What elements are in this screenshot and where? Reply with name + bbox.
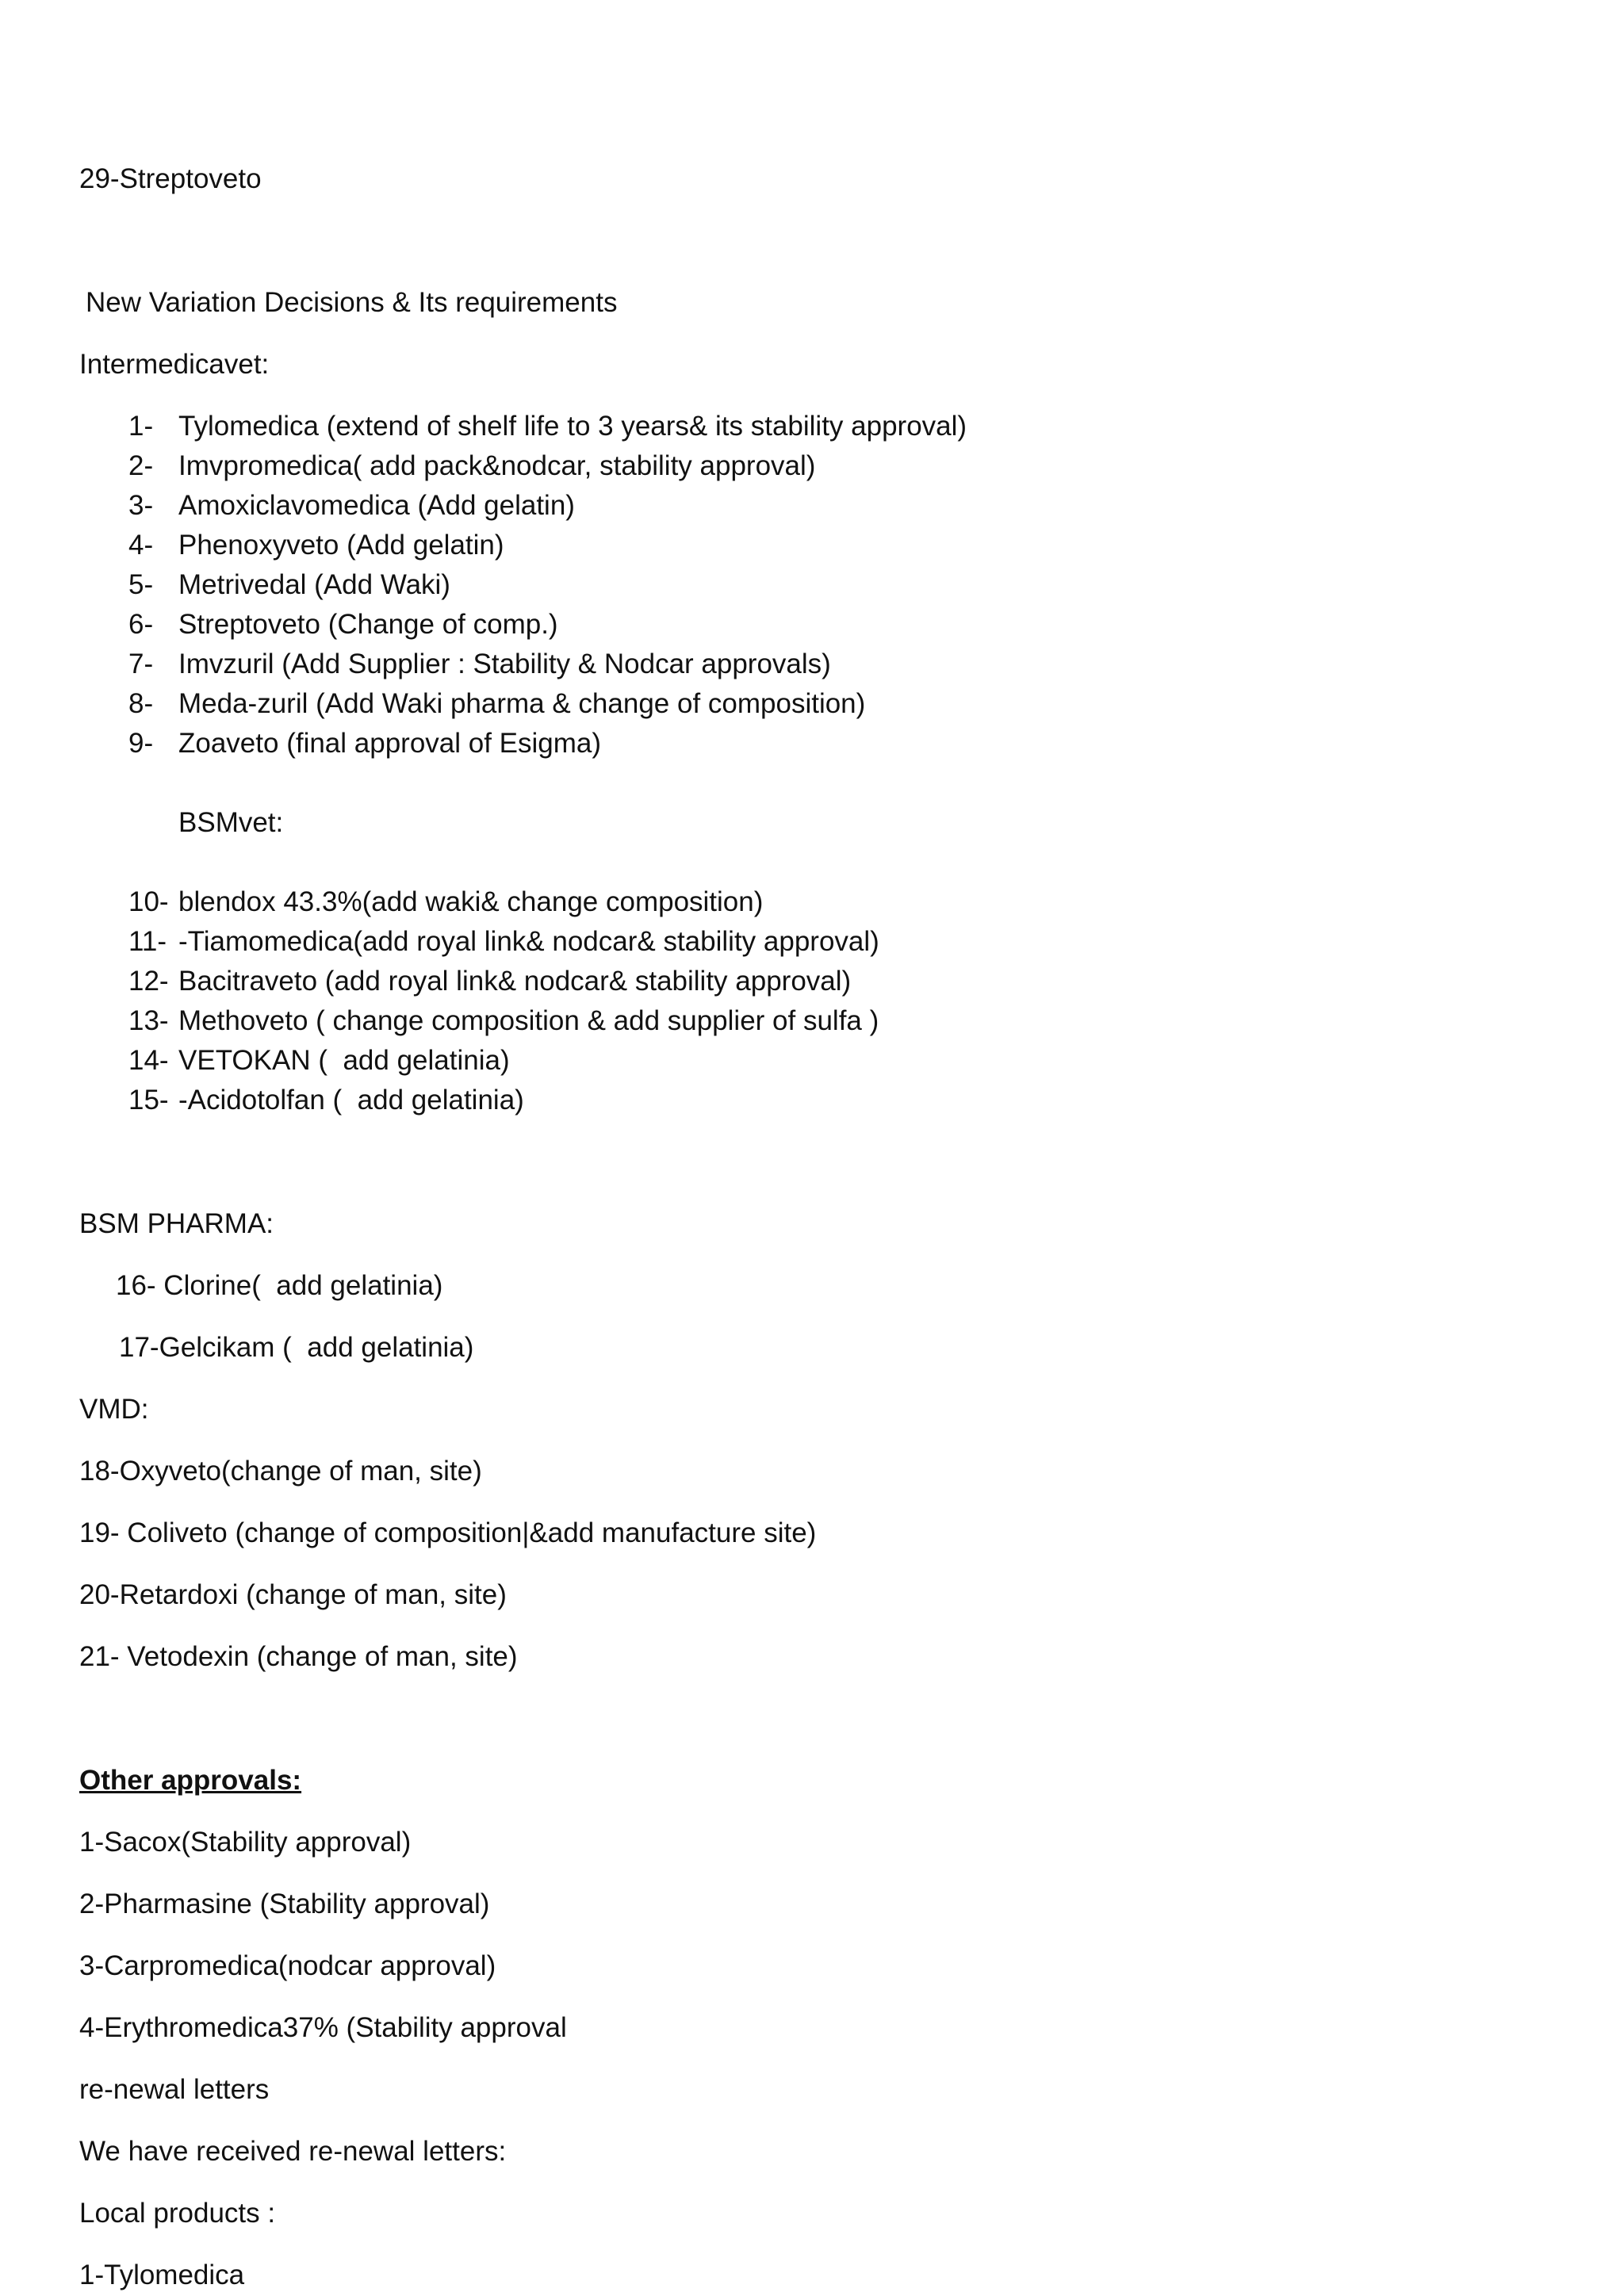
list-item-number: 4-: [128, 530, 154, 561]
list-item: Phenoxyveto (Add gelatin): [178, 530, 504, 561]
line-other-2: 2-Pharmasine (Stability approval): [79, 1888, 490, 1919]
line-other-3: 3-Carpromedica(nodcar approval): [79, 1950, 496, 1981]
line-29-streptoveto: 29-Streptoveto: [79, 163, 262, 194]
list-item-number: 15-: [128, 1085, 169, 1115]
list-item-number: 1-: [128, 411, 154, 442]
list-item-number: 14-: [128, 1045, 169, 1076]
line-17-gelcikam: 17-Gelcikam ( add gelatinia): [119, 1332, 474, 1363]
line-local-products: Local products :: [79, 2198, 276, 2229]
list-item-number: 8-: [128, 688, 154, 719]
line-16-clorine: 16- Clorine( add gelatinia): [116, 1270, 443, 1301]
list-item-number: 10-: [128, 886, 169, 917]
list-item: Tylomedica (extend of shelf life to 3 years& its stability approval): [178, 411, 967, 442]
list-item: blendox 43.3%(add waki& change composition): [178, 886, 764, 917]
list-item: Streptoveto (Change of comp.): [178, 609, 558, 640]
line-20-retardoxi: 20-Retardoxi (change of man, site): [79, 1579, 507, 1610]
list-item-number: 7-: [128, 649, 154, 679]
list-item: Zoaveto (final approval of Esigma): [178, 728, 602, 759]
list-item: -Tiamomedica(add royal link& nodcar& stability approval): [178, 926, 879, 957]
line-21-vetodexin: 21- Vetodexin (change of man, site): [79, 1641, 518, 1672]
line-other-4: 4-Erythromedica37% (Stability approval: [79, 2012, 567, 2043]
list-item: Meda-zuril (Add Waki pharma & change of composition): [178, 688, 866, 719]
line-18-oxyveto: 18-Oxyveto(change of man, site): [79, 1456, 482, 1487]
list-item: VETOKAN ( add gelatinia): [178, 1045, 510, 1076]
list-item-number: 13-: [128, 1005, 169, 1036]
list-item: Amoxiclavomedica (Add gelatin): [178, 490, 575, 521]
line-received-renewal: We have received re-newal letters:: [79, 2136, 507, 2167]
list-item-number: 11-: [128, 926, 167, 957]
list-item: Bacitraveto (add royal link& nodcar& stability approval): [178, 966, 852, 997]
company-bsmvet: BSMvet:: [178, 807, 284, 838]
list-item: Imvzuril (Add Supplier : Stability & Nodcar approvals): [178, 649, 831, 679]
list-item: Metrivedal (Add Waki): [178, 569, 450, 600]
company-intermedicavet: Intermedicavet:: [79, 349, 270, 380]
company-vmd: VMD:: [79, 1394, 149, 1425]
line-other-1: 1-Sacox(Stability approval): [79, 1827, 412, 1858]
company-bsm-pharma: BSM PHARMA:: [79, 1208, 274, 1239]
list-item-number: 5-: [128, 569, 154, 600]
list-item: Imvpromedica( add pack&nodcar, stability approval): [178, 450, 816, 481]
list-item: Methoveto ( change composition & add supplier of sulfa ): [178, 1005, 879, 1036]
list-item-number: 6-: [128, 609, 154, 640]
list-item-number: 3-: [128, 490, 154, 521]
list-item-number: 9-: [128, 728, 154, 759]
line-renewal-letters: re-newal letters: [79, 2074, 270, 2105]
list-item-number: 12-: [128, 966, 169, 997]
list-item: -Acidotolfan ( add gelatinia): [178, 1085, 524, 1115]
section-heading-variation: New Variation Decisions & Its requirements: [86, 287, 618, 318]
line-local-1-tylomedica: 1-Tylomedica: [79, 2260, 245, 2290]
heading-other-approvals: Other approvals:: [79, 1765, 302, 1796]
line-19-coliveto: 19- Coliveto (change of composition|&add manufacture site): [79, 1517, 817, 1548]
list-item-number: 2-: [128, 450, 154, 481]
